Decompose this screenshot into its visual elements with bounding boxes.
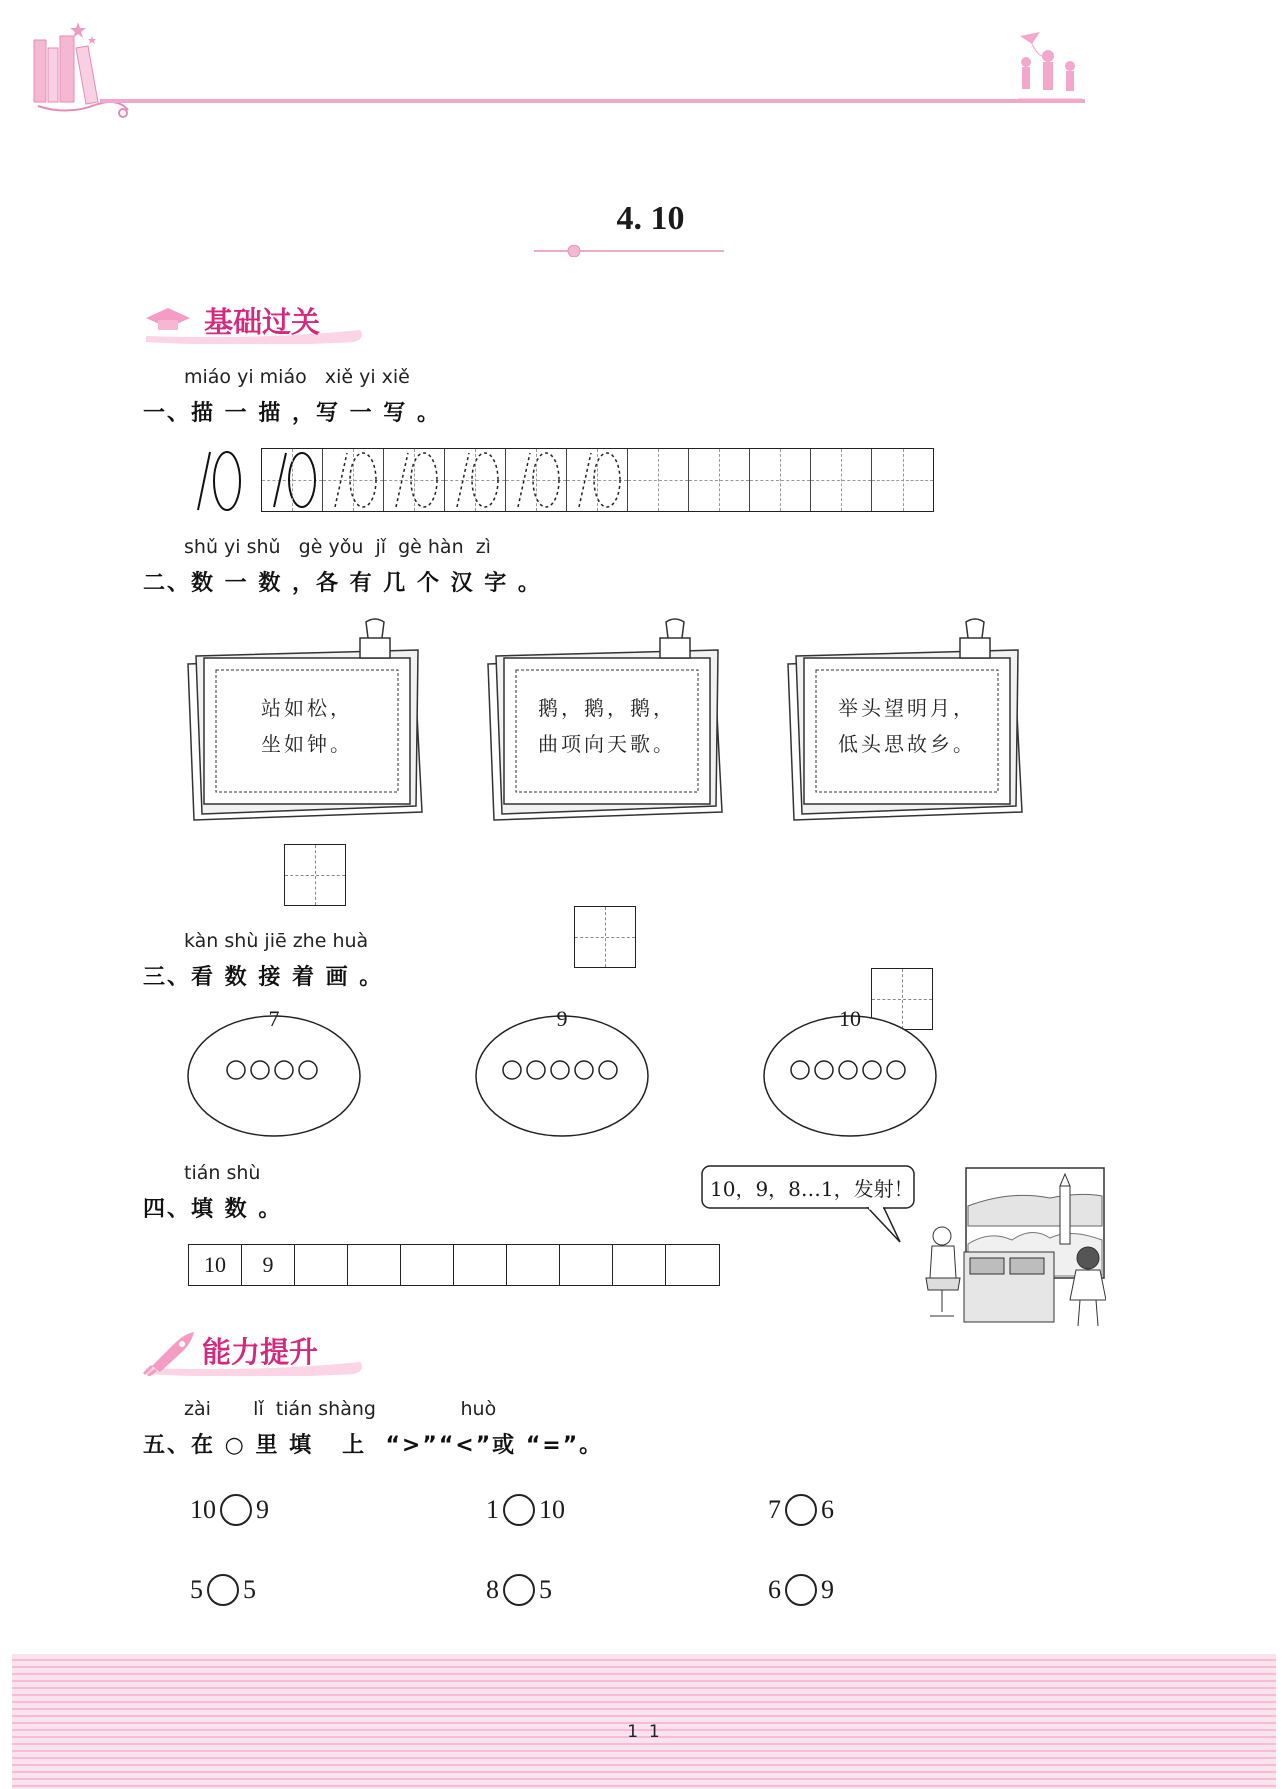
q2-board-2-line1: 鹅，鹅，鹅， xyxy=(538,696,676,720)
q4-cell: 9 xyxy=(242,1245,295,1285)
q5-compare-r2c1 xyxy=(190,1574,256,1606)
q4-cell: 10 xyxy=(189,1245,242,1285)
q1-grid-cell-empty[interactable] xyxy=(689,449,750,511)
header-kids-kite-illustration xyxy=(1010,30,1090,106)
q2-board-1-line2: 坐如钟。 xyxy=(261,732,353,756)
q2-answer-box-1[interactable] xyxy=(284,844,346,906)
q5-compare-r2c3 xyxy=(768,1574,834,1606)
q3-oval-3-number: 10 xyxy=(839,1006,861,1031)
title-underline xyxy=(534,242,724,252)
q1-grid-cell-empty[interactable] xyxy=(872,449,933,511)
q5-answer-circle[interactable] xyxy=(207,1574,239,1606)
rocket-launch-illustration xyxy=(920,1166,1106,1330)
q5-right-number: 9 xyxy=(256,1495,269,1524)
q1-grid-cell-trace[interactable] xyxy=(384,449,445,511)
q5-right-number: 5 xyxy=(539,1575,552,1604)
q4-number-row xyxy=(188,1244,720,1286)
q3-pinyin: kàn shù jiē zhe huà xyxy=(184,930,369,952)
q4-question: 四、填 数 。 xyxy=(143,1197,283,1222)
q5-right-number: 9 xyxy=(821,1575,834,1604)
q2-board-2-line2: 曲项向天歌。 xyxy=(538,732,676,756)
q1-grid-cell-trace[interactable] xyxy=(506,449,567,511)
q4-cell[interactable] xyxy=(401,1245,454,1285)
q2-pinyin: shǔ yi shǔ gè yǒu jǐ gè hàn zì xyxy=(184,536,491,558)
q3-oval-1 xyxy=(186,1006,362,1138)
q1-grid-cell-trace[interactable] xyxy=(567,449,628,511)
q2-board-2 xyxy=(482,616,728,826)
q4-speech-text: 10，9，8…1，发射！ xyxy=(710,1177,914,1201)
q3-question: 三、看 数 接 着 画 。 xyxy=(143,965,384,990)
page-title: 4. 10 xyxy=(616,200,685,237)
q3-oval-2 xyxy=(474,1006,650,1138)
q3-oval-3 xyxy=(762,1006,938,1138)
header-rule xyxy=(100,99,1085,103)
q5-compare-r1c2 xyxy=(486,1494,565,1526)
q5-answer-circle[interactable] xyxy=(503,1494,535,1526)
q2-board-1 xyxy=(182,616,428,826)
q2-board-3-line1: 举头望明月， xyxy=(838,696,976,720)
q2-board-3-line2: 低头思故乡。 xyxy=(838,732,976,756)
q5-left-number: 1 xyxy=(486,1495,499,1524)
q5-answer-circle[interactable] xyxy=(785,1494,817,1526)
q1-grid-cell-trace-solid[interactable] xyxy=(262,449,323,511)
q4-cell[interactable] xyxy=(666,1245,719,1285)
q3-oval-2-circles xyxy=(500,1058,624,1086)
q4-cell[interactable] xyxy=(507,1245,560,1285)
q1-sample-10 xyxy=(186,446,246,520)
q4-cell[interactable] xyxy=(613,1245,666,1285)
q4-pinyin: tián shù xyxy=(184,1162,261,1184)
q5-compare-r1c1 xyxy=(190,1494,269,1526)
q1-pinyin: miáo yi miáo xiě yi xiě xyxy=(184,366,410,388)
q1-grid-cell-empty[interactable] xyxy=(811,449,872,511)
q5-left-number: 10 xyxy=(190,1495,216,1524)
q3-oval-2-number: 9 xyxy=(556,1006,568,1031)
q5-answer-circle[interactable] xyxy=(503,1574,535,1606)
q5-left-number: 7 xyxy=(768,1495,781,1524)
q2-question: 二、数 一 数 ，各 有 几 个 汉 字 。 xyxy=(143,571,542,596)
q1-question: 一、描 一 描 ，写 一 写 。 xyxy=(143,401,441,426)
q5-left-number: 6 xyxy=(768,1575,781,1604)
q5-left-number: 5 xyxy=(190,1575,203,1604)
q5-question: 五、在 ○ 里 填 上 “>”“<”或 “=”。 xyxy=(143,1433,604,1458)
q5-answer-circle[interactable] xyxy=(785,1574,817,1606)
q2-answer-box-2[interactable] xyxy=(574,906,636,968)
q3-oval-1-circles xyxy=(224,1058,324,1086)
q5-right-number: 10 xyxy=(539,1495,565,1524)
q4-speech-bubble xyxy=(700,1164,920,1244)
section-advanced-title: 能力提升 xyxy=(202,1335,319,1369)
q5-right-number: 6 xyxy=(821,1495,834,1524)
header-books-logo xyxy=(28,18,138,118)
q5-answer-circle[interactable] xyxy=(220,1494,252,1526)
q2-board-1-line1: 站如松， xyxy=(261,696,353,720)
q1-grid-cell-empty[interactable] xyxy=(750,449,811,511)
q5-pinyin: zài lǐ tián shàng huò xyxy=(184,1398,497,1420)
q3-oval-3-circles xyxy=(788,1058,912,1086)
q5-compare-r1c3 xyxy=(768,1494,834,1526)
q5-right-number: 5 xyxy=(243,1575,256,1604)
q4-cell[interactable] xyxy=(560,1245,613,1285)
q1-grid-cell-empty[interactable] xyxy=(628,449,689,511)
q1-writing-grid xyxy=(261,448,934,512)
q2-board-3 xyxy=(782,616,1028,826)
q1-grid-cell-trace[interactable] xyxy=(445,449,506,511)
q4-cell[interactable] xyxy=(348,1245,401,1285)
page-number: 1 1 xyxy=(627,1722,660,1742)
q5-left-number: 8 xyxy=(486,1575,499,1604)
q3-oval-1-number: 7 xyxy=(268,1006,280,1031)
q1-grid-cell-trace[interactable] xyxy=(323,449,384,511)
q4-cell[interactable] xyxy=(295,1245,348,1285)
section-basic-title: 基础过关 xyxy=(204,305,321,339)
q5-compare-r2c2 xyxy=(486,1574,552,1606)
q4-cell[interactable] xyxy=(454,1245,507,1285)
